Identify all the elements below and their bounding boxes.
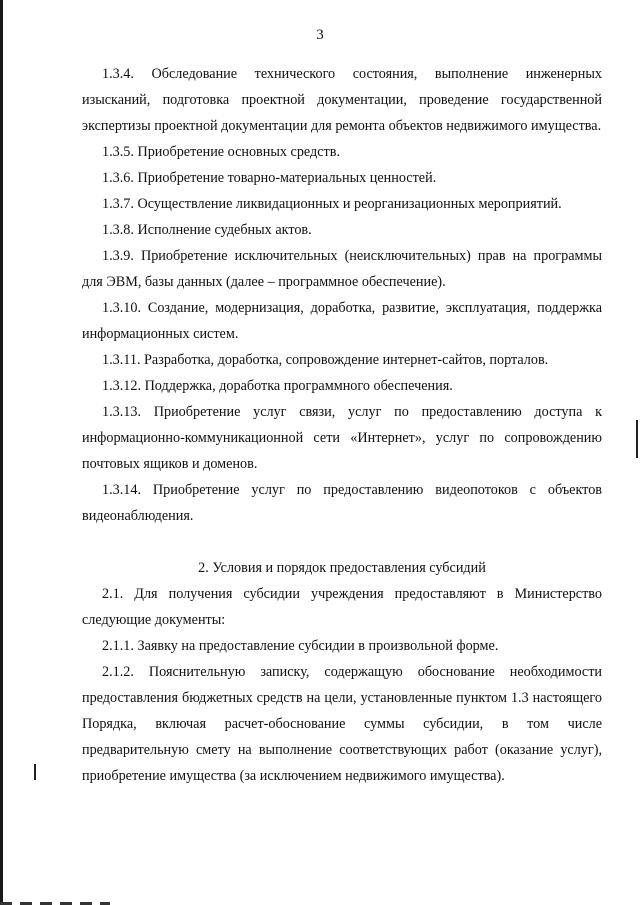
paragraph-1-3-4: 1.3.4. Обследование технического состояния, выполнение инженерных изысканий, подготовка проектной документации, проведение государственной экспертизы проектной документации для ремонта объектов недвижимого имущества. xyxy=(82,66,602,134)
paragraph-2-1-1: 2.1.1. Заявку на предоставление субсидии в произвольной форме. xyxy=(102,638,499,654)
paragraph-1-3-7: 1.3.7. Осуществление ликвидационных и реорганизационных мероприятий. xyxy=(102,196,562,212)
paragraph-2-1: 2.1. Для получения субсидии учреждения предоставляют в Министерство следующие документы: xyxy=(82,586,602,628)
scan-edge-left xyxy=(0,0,3,905)
scan-edge-mark-top xyxy=(636,420,638,458)
paragraph-1-3-12: 1.3.12. Поддержка, доработка программного обеспечения. xyxy=(102,378,453,394)
paragraph-1-3-10: 1.3.10. Создание, модернизация, доработка, развитие, эксплуатация, поддержка информационных систем. xyxy=(82,300,602,342)
paragraph-1-3-5: 1.3.5. Приобретение основных средств. xyxy=(102,144,340,160)
section-heading: 2. Условия и порядок предоставления субсидий xyxy=(198,560,486,576)
paragraph-1-3-6: 1.3.6. Приобретение товарно-материальных ценностей. xyxy=(102,170,437,186)
document-body xyxy=(82,61,602,789)
paragraph-1-3-11: 1.3.11. Разработка, доработка, сопровождение интернет-сайтов, порталов. xyxy=(102,352,549,368)
paragraph-1-3-14: 1.3.14. Приобретение услуг по предоставлению видеопотоков с объектов видеонаблюдения. xyxy=(82,482,602,524)
paragraph-1-3-9: 1.3.9. Приобретение исключительных (неисключительных) прав на программы для ЭВМ, базы данных (далее – программное обеспечение). xyxy=(82,248,602,290)
scan-edge-mark-bottom xyxy=(34,764,36,780)
page-number: 3 xyxy=(316,27,324,43)
paragraph-2-1-2: 2.1.2. Пояснительную записку, содержащую обоснование необходимости предоставления бюджетных средств на цели, установленные пунктом 1.3 настоящего Порядка, включая расчет-обоснование суммы субсидии, в том числе предварительную смету на выполнение соответствующих работ (оказание услуг), приобретение имущества (за исключением недвижимого имущества). xyxy=(82,664,602,784)
paragraph-1-3-8: 1.3.8. Исполнение судебных актов. xyxy=(102,222,312,238)
paragraph-1-3-13: 1.3.13. Приобретение услуг связи, услуг по предоставлению доступа к информационно-коммуникационной сети «Интернет», услуг по сопровождению почтовых ящиков и доменов. xyxy=(82,404,602,472)
